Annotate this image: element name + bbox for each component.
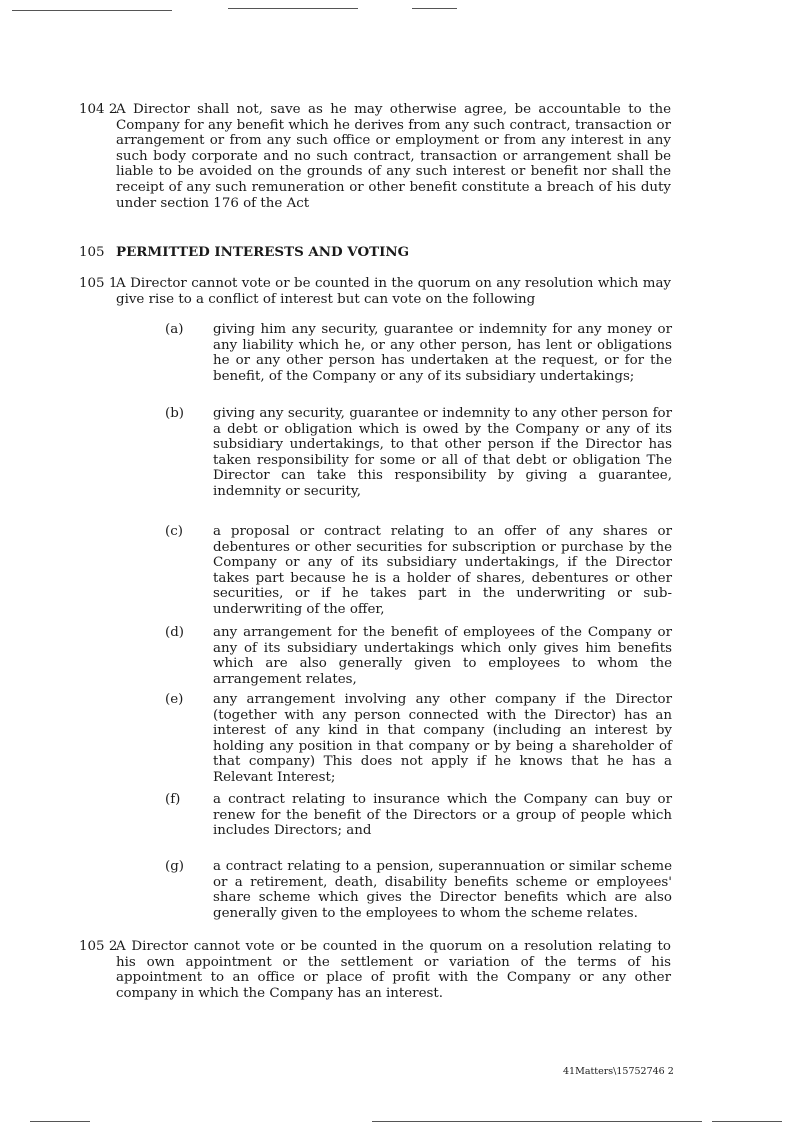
list-item-text: a proposal or contract relating to an offer of any shares or debentures or other securities for subscription or purchase by the Company or any of its subsidiary undertakings, if the Director takes part because he is a holder of shares, debentures or other securities, or if he takes part in the underwriting or sub-underwriting of the offer, — [213, 524, 672, 617]
list-item-label: (g) — [165, 859, 185, 874]
paragraph-number: 105 2 — [79, 939, 118, 954]
list-item-c — [165, 524, 672, 618]
section-heading-105 — [79, 244, 410, 261]
scan-line-bottom-2 — [372, 1121, 702, 1122]
list-item-a — [165, 322, 672, 384]
list-item-text: giving any security, guarantee or indemnity to any other person for a debt or obligation which is owed by the Company or any of its subsidiary undertakings, to that other person if the Director has taken responsibility for some or all of that debt or obligation The Director can take this responsibility by giving a guarantee, indemnity or security, — [213, 406, 672, 499]
list-item-label: (e) — [165, 692, 184, 707]
paragraph-number: 105 1 — [79, 276, 118, 291]
scan-line-top-1 — [12, 10, 172, 11]
list-item-text: any arrangement involving any other company if the Director (together with any person connected with the Director) has an interest of any kind in that company (including an interest by holding any position in that company or by being a shareholder of that company) This does not apply if he knows that he has a Relevant Interest; — [213, 692, 672, 785]
section-title: PERMITTED INTERESTS AND VOTING — [116, 244, 410, 260]
paragraph-text: A Director shall not, save as he may otherwise agree, be accountable to the Company for any benefit which he derives from any such contract, transaction or arrangement or from any such office or employment or from any interest in any such body corporate and no such contract, transaction or arrangement shall be liable to be avoided on the grounds of any such interest or benefit nor shall the receipt of any such remuneration or other benefit constitute a breach of his duty under section 176 of the Act — [116, 102, 671, 211]
scan-line-bottom-1 — [30, 1121, 90, 1122]
list-item-d — [165, 625, 672, 687]
list-item-e — [165, 692, 672, 786]
paragraph-text: A Director cannot vote or be counted in the quorum on a resolution relating to his own appointment or the settlement or variation of the terms of his appointment to an office or place of profit with the Company or any other company in which the Company has an interest. — [116, 939, 671, 1001]
list-item-g — [165, 859, 672, 921]
list-item-b — [165, 406, 672, 500]
list-item-text: any arrangement for the benefit of employees of the Company or any of its subsidiary undertakings which only gives him benefits which are also generally given to employees to whom the arrangement relates, — [213, 625, 672, 687]
paragraph-number: 104 2 — [79, 102, 118, 117]
list-item-text: giving him any security, guarantee or indemnity for any money or any liability which he, or any other person, has lent or obligations he or any other person has undertaken at the request, or for the benefit, of the Company or any of its subsidiary undertakings; — [213, 322, 672, 384]
paragraph-105-1 — [79, 276, 671, 307]
list-item-label: (f) — [165, 792, 181, 807]
list-item-text: a contract relating to insurance which the Company can buy or renew for the benefit of the Directors or a group of people which includes Directors; and — [213, 792, 672, 839]
list-item-label: (d) — [165, 625, 185, 640]
list-item-label: (b) — [165, 406, 185, 421]
paragraph-text: A Director cannot vote or be counted in the quorum on any resolution which may give rise to a conflict of interest but can vote on the following — [116, 276, 671, 307]
list-item-label: (c) — [165, 524, 183, 539]
list-item-label: (a) — [165, 322, 184, 337]
scan-line-top-2 — [228, 8, 358, 9]
scan-line-top-3 — [412, 8, 457, 9]
paragraph-104-2 — [79, 102, 671, 211]
scan-line-bottom-3 — [712, 1121, 782, 1122]
section-number: 105 — [79, 245, 105, 260]
list-item-text: a contract relating to a pension, superannuation or similar scheme or a retirement, death, disability benefits scheme or employees' share scheme which gives the Director benefits which are also generally given to the employees to whom the scheme relates. — [213, 859, 672, 921]
paragraph-105-2 — [79, 939, 671, 1001]
document-reference: 41Matters\15752746 2 — [563, 1066, 674, 1077]
list-item-f — [165, 792, 672, 839]
